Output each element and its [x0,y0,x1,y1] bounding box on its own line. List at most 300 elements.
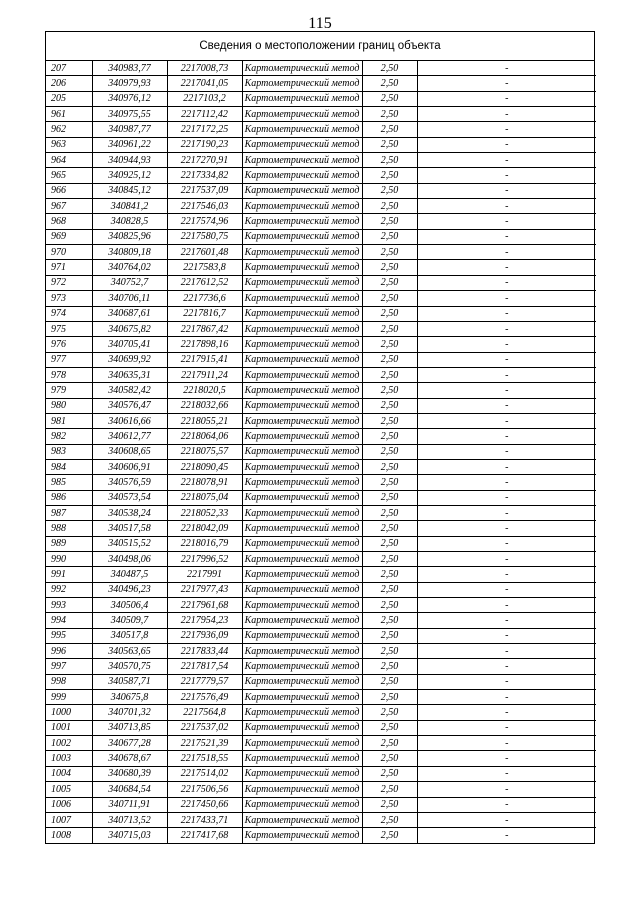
accuracy-cell: 2,50 [362,137,417,152]
note-cell: - [417,521,596,536]
method-cell: Картометрический метод [242,153,362,168]
table-row [46,183,596,198]
note-cell: - [417,690,596,705]
accuracy-cell: 2,50 [362,398,417,413]
accuracy-cell: 2,50 [362,567,417,582]
table-row [46,429,596,444]
accuracy-cell: 2,50 [362,107,417,122]
point-number-cell: 963 [46,137,92,152]
table-row [46,91,596,106]
y-coordinate-cell: 2217911,24 [167,367,242,382]
note-cell: - [417,444,596,459]
accuracy-cell: 2,50 [362,122,417,137]
table-row [46,674,596,689]
accuracy-cell: 2,50 [362,413,417,428]
point-number-cell: 987 [46,505,92,520]
point-number-cell: 968 [46,214,92,229]
accuracy-cell: 2,50 [362,337,417,352]
note-cell: - [417,122,596,137]
x-coordinate-cell: 340498,06 [92,552,167,567]
accuracy-cell: 2,50 [362,582,417,597]
note-cell: - [417,582,596,597]
y-coordinate-cell: 2217576,49 [167,690,242,705]
coordinates-table [46,61,596,843]
method-cell: Картометрический метод [242,690,362,705]
table-row [46,367,596,382]
accuracy-cell: 2,50 [362,659,417,674]
accuracy-cell: 2,50 [362,275,417,290]
note-cell: - [417,736,596,751]
x-coordinate-cell: 340809,18 [92,245,167,260]
x-coordinate-cell: 340706,11 [92,291,167,306]
point-number-cell: 961 [46,107,92,122]
note-cell: - [417,275,596,290]
note-cell: - [417,567,596,582]
point-number-cell: 984 [46,459,92,474]
note-cell: - [417,107,596,122]
point-number-cell: 1004 [46,766,92,781]
accuracy-cell: 2,50 [362,260,417,275]
note-cell: - [417,705,596,720]
table-row [46,352,596,367]
point-number-cell: 997 [46,659,92,674]
y-coordinate-cell: 2217521,39 [167,736,242,751]
point-number-cell: 207 [46,61,92,76]
point-number-cell: 994 [46,613,92,628]
y-coordinate-cell: 2217977,43 [167,582,242,597]
y-coordinate-cell: 2217190,23 [167,137,242,152]
method-cell: Картометрический метод [242,782,362,797]
table-row [46,413,596,428]
method-cell: Картометрический метод [242,751,362,766]
x-coordinate-cell: 340925,12 [92,168,167,183]
table-row [46,613,596,628]
x-coordinate-cell: 340635,31 [92,367,167,382]
y-coordinate-cell: 2217417,68 [167,828,242,843]
table-row [46,383,596,398]
x-coordinate-cell: 340705,41 [92,337,167,352]
point-number-cell: 980 [46,398,92,413]
x-coordinate-cell: 340976,12 [92,91,167,106]
y-coordinate-cell: 2218078,91 [167,475,242,490]
point-number-cell: 1008 [46,828,92,843]
x-coordinate-cell: 340828,5 [92,214,167,229]
method-cell: Картометрический метод [242,628,362,643]
x-coordinate-cell: 340576,59 [92,475,167,490]
point-number-cell: 978 [46,367,92,382]
y-coordinate-cell: 2218016,79 [167,536,242,551]
table-title: Сведения о местоположении границ объекта [46,32,594,61]
note-cell: - [417,552,596,567]
note-cell: - [417,229,596,244]
method-cell: Картометрический метод [242,168,362,183]
point-number-cell: 986 [46,490,92,505]
x-coordinate-cell: 340570,75 [92,659,167,674]
point-number-cell: 972 [46,275,92,290]
point-number-cell: 975 [46,321,92,336]
note-cell: - [417,398,596,413]
x-coordinate-cell: 340563,65 [92,644,167,659]
x-coordinate-cell: 340680,39 [92,766,167,781]
method-cell: Картометрический метод [242,398,362,413]
accuracy-cell: 2,50 [362,459,417,474]
accuracy-cell: 2,50 [362,644,417,659]
note-cell: - [417,459,596,474]
y-coordinate-cell: 2217612,52 [167,275,242,290]
method-cell: Картометрический метод [242,337,362,352]
accuracy-cell: 2,50 [362,229,417,244]
point-number-cell: 991 [46,567,92,582]
y-coordinate-cell: 2217433,71 [167,812,242,827]
method-cell: Картометрический метод [242,275,362,290]
y-coordinate-cell: 2217518,55 [167,751,242,766]
note-cell: - [417,613,596,628]
point-number-cell: 996 [46,644,92,659]
method-cell: Картометрический метод [242,61,362,76]
point-number-cell: 979 [46,383,92,398]
table-row [46,321,596,336]
y-coordinate-cell: 2217334,82 [167,168,242,183]
y-coordinate-cell: 2217546,03 [167,199,242,214]
table-row [46,291,596,306]
accuracy-cell: 2,50 [362,552,417,567]
note-cell: - [417,812,596,827]
method-cell: Картометрический метод [242,291,362,306]
x-coordinate-cell: 340701,32 [92,705,167,720]
point-number-cell: 1003 [46,751,92,766]
y-coordinate-cell: 2217580,75 [167,229,242,244]
point-number-cell: 971 [46,260,92,275]
note-cell: - [417,183,596,198]
x-coordinate-cell: 340764,02 [92,260,167,275]
point-number-cell: 1005 [46,782,92,797]
accuracy-cell: 2,50 [362,736,417,751]
note-cell: - [417,536,596,551]
note-cell: - [417,720,596,735]
x-coordinate-cell: 340987,77 [92,122,167,137]
note-cell: - [417,659,596,674]
accuracy-cell: 2,50 [362,705,417,720]
note-cell: - [417,413,596,428]
y-coordinate-cell: 2218064,06 [167,429,242,444]
x-coordinate-cell: 340496,23 [92,582,167,597]
y-coordinate-cell: 2217008,73 [167,61,242,76]
method-cell: Картометрический метод [242,367,362,382]
x-coordinate-cell: 340975,55 [92,107,167,122]
note-cell: - [417,153,596,168]
accuracy-cell: 2,50 [362,321,417,336]
point-number-cell: 1001 [46,720,92,735]
accuracy-cell: 2,50 [362,505,417,520]
method-cell: Картометрический метод [242,107,362,122]
method-cell: Картометрический метод [242,122,362,137]
table-row [46,245,596,260]
y-coordinate-cell: 2217450,66 [167,797,242,812]
note-cell: - [417,828,596,843]
y-coordinate-cell: 2217506,56 [167,782,242,797]
accuracy-cell: 2,50 [362,199,417,214]
table-body [46,61,596,843]
accuracy-cell: 2,50 [362,383,417,398]
note-cell: - [417,628,596,643]
accuracy-cell: 2,50 [362,690,417,705]
y-coordinate-cell: 2217991 [167,567,242,582]
accuracy-cell: 2,50 [362,429,417,444]
table-row [46,536,596,551]
x-coordinate-cell: 340752,7 [92,275,167,290]
table-row [46,444,596,459]
method-cell: Картометрический метод [242,459,362,474]
x-coordinate-cell: 340684,54 [92,782,167,797]
point-number-cell: 976 [46,337,92,352]
x-coordinate-cell: 340612,77 [92,429,167,444]
point-number-cell: 964 [46,153,92,168]
method-cell: Картометрический метод [242,736,362,751]
y-coordinate-cell: 2218052,33 [167,505,242,520]
accuracy-cell: 2,50 [362,521,417,536]
note-cell: - [417,245,596,260]
method-cell: Картометрический метод [242,659,362,674]
table-row [46,736,596,751]
table-row [46,812,596,827]
accuracy-cell: 2,50 [362,475,417,490]
table-row [46,459,596,474]
method-cell: Картометрический метод [242,383,362,398]
method-cell: Картометрический метод [242,444,362,459]
table-row [46,168,596,183]
x-coordinate-cell: 340979,93 [92,76,167,91]
note-cell: - [417,321,596,336]
point-number-cell: 1000 [46,705,92,720]
point-number-cell: 1007 [46,812,92,827]
note-cell: - [417,199,596,214]
y-coordinate-cell: 2217041,05 [167,76,242,91]
x-coordinate-cell: 340961,22 [92,137,167,152]
accuracy-cell: 2,50 [362,214,417,229]
note-cell: - [417,751,596,766]
method-cell: Картометрический метод [242,567,362,582]
point-number-cell: 982 [46,429,92,444]
table-row [46,552,596,567]
table-row [46,475,596,490]
method-cell: Картометрический метод [242,137,362,152]
y-coordinate-cell: 2217564,8 [167,705,242,720]
y-coordinate-cell: 2218055,21 [167,413,242,428]
accuracy-cell: 2,50 [362,76,417,91]
point-number-cell: 205 [46,91,92,106]
x-coordinate-cell: 340509,7 [92,613,167,628]
table-row [46,61,596,76]
method-cell: Картометрический метод [242,766,362,781]
x-coordinate-cell: 340608,65 [92,444,167,459]
table-row [46,214,596,229]
y-coordinate-cell: 2217172,25 [167,122,242,137]
y-coordinate-cell: 2217514,02 [167,766,242,781]
y-coordinate-cell: 2217537,02 [167,720,242,735]
y-coordinate-cell: 2217867,42 [167,321,242,336]
table-row [46,598,596,613]
x-coordinate-cell: 340944,93 [92,153,167,168]
method-cell: Картометрический метод [242,644,362,659]
method-cell: Картометрический метод [242,245,362,260]
note-cell: - [417,475,596,490]
method-cell: Картометрический метод [242,828,362,843]
x-coordinate-cell: 340517,8 [92,628,167,643]
accuracy-cell: 2,50 [362,306,417,321]
accuracy-cell: 2,50 [362,782,417,797]
x-coordinate-cell: 340711,91 [92,797,167,812]
note-cell: - [417,168,596,183]
accuracy-cell: 2,50 [362,797,417,812]
y-coordinate-cell: 2218042,09 [167,521,242,536]
y-coordinate-cell: 2218075,57 [167,444,242,459]
table-row [46,76,596,91]
point-number-cell: 206 [46,76,92,91]
y-coordinate-cell: 2217270,91 [167,153,242,168]
point-number-cell: 1002 [46,736,92,751]
method-cell: Картометрический метод [242,306,362,321]
y-coordinate-cell: 2217898,16 [167,337,242,352]
note-cell: - [417,76,596,91]
method-cell: Картометрический метод [242,812,362,827]
method-cell: Картометрический метод [242,582,362,597]
table-row [46,260,596,275]
note-cell: - [417,644,596,659]
accuracy-cell: 2,50 [362,291,417,306]
note-cell: - [417,91,596,106]
y-coordinate-cell: 2217816,7 [167,306,242,321]
note-cell: - [417,383,596,398]
y-coordinate-cell: 2218020,5 [167,383,242,398]
point-number-cell: 988 [46,521,92,536]
table-row [46,505,596,520]
x-coordinate-cell: 340825,96 [92,229,167,244]
method-cell: Картометрический метод [242,598,362,613]
x-coordinate-cell: 340845,12 [92,183,167,198]
method-cell: Картометрический метод [242,505,362,520]
accuracy-cell: 2,50 [362,367,417,382]
method-cell: Картометрический метод [242,214,362,229]
point-number-cell: 995 [46,628,92,643]
x-coordinate-cell: 340576,47 [92,398,167,413]
x-coordinate-cell: 340715,03 [92,828,167,843]
page-number: 115 [308,15,332,32]
method-cell: Картометрический метод [242,199,362,214]
method-cell: Картометрический метод [242,76,362,91]
y-coordinate-cell: 2218032,66 [167,398,242,413]
method-cell: Картометрический метод [242,183,362,198]
y-coordinate-cell: 2218075,04 [167,490,242,505]
note-cell: - [417,367,596,382]
note-cell: - [417,797,596,812]
table-row [46,782,596,797]
y-coordinate-cell: 2217574,96 [167,214,242,229]
note-cell: - [417,674,596,689]
note-cell: - [417,505,596,520]
accuracy-cell: 2,50 [362,490,417,505]
x-coordinate-cell: 340675,8 [92,690,167,705]
table-row [46,275,596,290]
point-number-cell: 993 [46,598,92,613]
note-cell: - [417,766,596,781]
accuracy-cell: 2,50 [362,168,417,183]
method-cell: Картометрический метод [242,720,362,735]
point-number-cell: 967 [46,199,92,214]
y-coordinate-cell: 2217833,44 [167,644,242,659]
x-coordinate-cell: 340487,5 [92,567,167,582]
x-coordinate-cell: 340713,85 [92,720,167,735]
note-cell: - [417,782,596,797]
table-row [46,229,596,244]
x-coordinate-cell: 340582,42 [92,383,167,398]
point-number-cell: 966 [46,183,92,198]
accuracy-cell: 2,50 [362,751,417,766]
method-cell: Картометрический метод [242,413,362,428]
note-cell: - [417,61,596,76]
accuracy-cell: 2,50 [362,766,417,781]
accuracy-cell: 2,50 [362,536,417,551]
point-number-cell: 998 [46,674,92,689]
y-coordinate-cell: 2217817,54 [167,659,242,674]
note-cell: - [417,214,596,229]
x-coordinate-cell: 340515,52 [92,536,167,551]
y-coordinate-cell: 2217112,42 [167,107,242,122]
y-coordinate-cell: 2217996,52 [167,552,242,567]
method-cell: Картометрический метод [242,674,362,689]
table-row [46,690,596,705]
accuracy-cell: 2,50 [362,598,417,613]
x-coordinate-cell: 340616,66 [92,413,167,428]
accuracy-cell: 2,50 [362,245,417,260]
x-coordinate-cell: 340841,2 [92,199,167,214]
table-row [46,720,596,735]
x-coordinate-cell: 340678,67 [92,751,167,766]
accuracy-cell: 2,50 [362,352,417,367]
note-cell: - [417,291,596,306]
table-row [46,337,596,352]
table-row [46,659,596,674]
accuracy-cell: 2,50 [362,613,417,628]
point-number-cell: 973 [46,291,92,306]
method-cell: Картометрический метод [242,229,362,244]
x-coordinate-cell: 340677,28 [92,736,167,751]
table-row [46,490,596,505]
x-coordinate-cell: 340587,71 [92,674,167,689]
accuracy-cell: 2,50 [362,91,417,106]
table-row [46,567,596,582]
table-row [46,828,596,843]
note-cell: - [417,260,596,275]
accuracy-cell: 2,50 [362,812,417,827]
note-cell: - [417,429,596,444]
method-cell: Картометрический метод [242,521,362,536]
y-coordinate-cell: 2217736,6 [167,291,242,306]
point-number-cell: 969 [46,229,92,244]
method-cell: Картометрический метод [242,352,362,367]
table-row [46,582,596,597]
x-coordinate-cell: 340573,54 [92,490,167,505]
method-cell: Картометрический метод [242,91,362,106]
y-coordinate-cell: 2217103,2 [167,91,242,106]
method-cell: Картометрический метод [242,475,362,490]
accuracy-cell: 2,50 [362,720,417,735]
y-coordinate-cell: 2217779,57 [167,674,242,689]
x-coordinate-cell: 340675,82 [92,321,167,336]
method-cell: Картометрический метод [242,797,362,812]
table-row [46,751,596,766]
accuracy-cell: 2,50 [362,674,417,689]
x-coordinate-cell: 340983,77 [92,61,167,76]
